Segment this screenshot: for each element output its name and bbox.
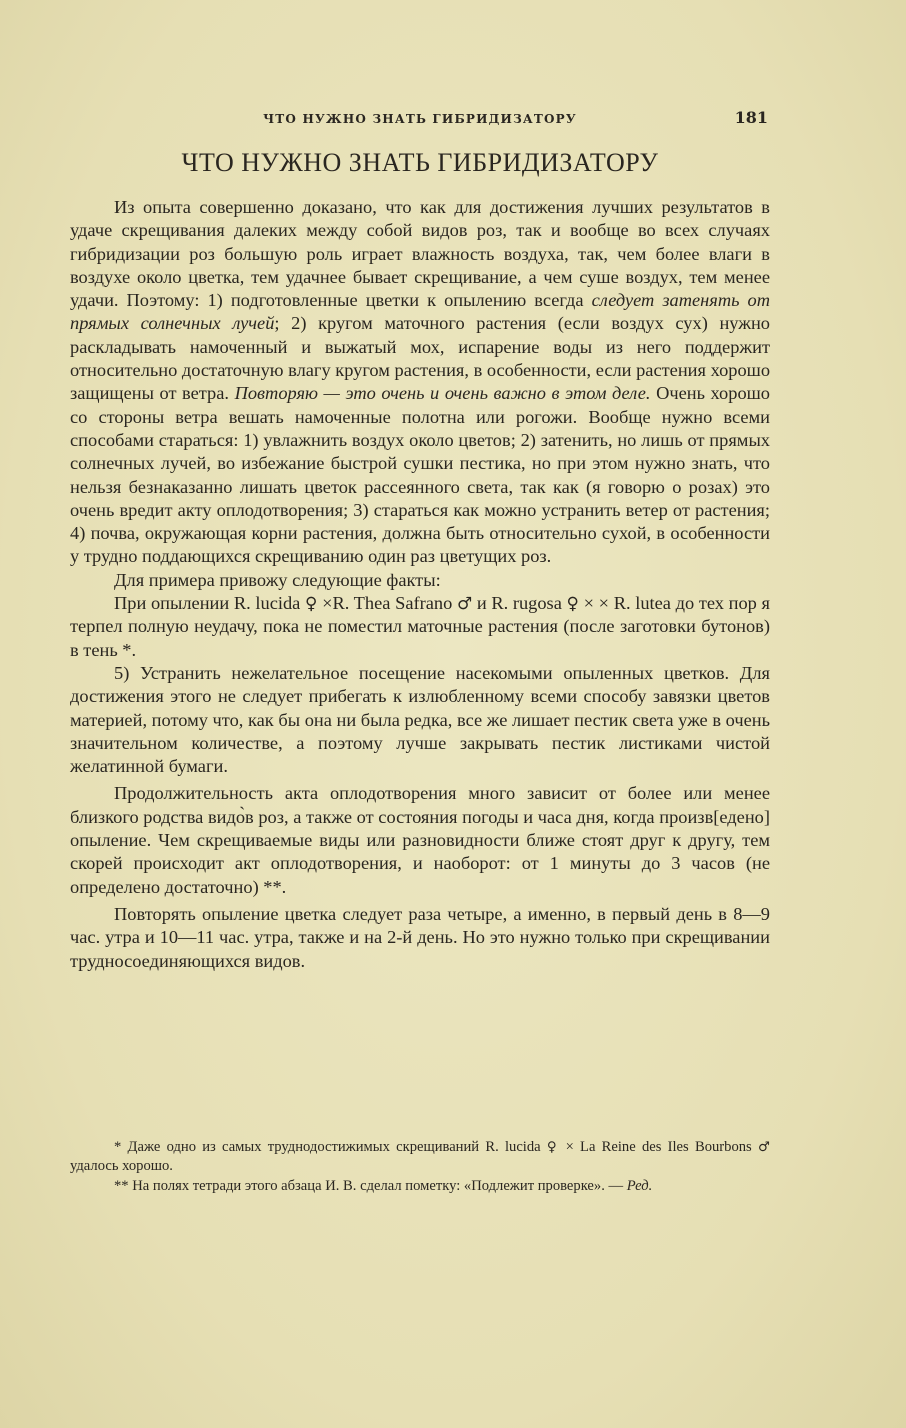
- paragraph: Повторять опыление цветка следует раза четыре, а именно, в первый день в 8—9 час. утра и 10—11 час. утра, также и на 2-й день. Но это нужно только при скрещивании трудносоединяющихся видов.: [70, 903, 770, 971]
- footnote: * Даже одно из самых труднодостижимых скрещиваний R. lucida ♀ × La Reine des Iles Bourbons ♂ удалось хорошо.: [70, 1139, 771, 1175]
- female-symbol-icon: ♀: [305, 593, 318, 614]
- italic-emphasis: следует затенять от прямых солнечных лучей: [70, 290, 770, 334]
- footnotes: [70, 1138, 770, 1196]
- paragraph: При опылении R. lucida ♀ ×R. Thea Safrano ♂ и R. rugosa ♀ × × R. lutea до тех пор я терпел полную неудачу, пока не поместил маточные растения (после заготовки бутонов) в тень *.: [70, 593, 770, 660]
- running-header: [70, 108, 770, 132]
- paragraph: Для примера привожу следующие факты:: [114, 569, 441, 590]
- male-symbol-icon: ♂: [456, 593, 473, 614]
- page-number: 181: [734, 108, 768, 127]
- running-title: ЧТО НУЖНО ЗНАТЬ ГИБРИДИЗАТОРУ: [263, 112, 577, 126]
- chapter-title: ЧТО НУЖНО ЗНАТЬ ГИБРИДИЗАТОРУ: [181, 148, 659, 177]
- female-symbol-icon: ♀: [546, 1140, 560, 1155]
- paragraph: Продолжительность акта оплодотворения много зависит от более или менее близкого родства видо̀в роз, а также от состояния погоды и часа дня, когда произв[едено] опыление. Чем скрещиваемые виды или разновидности ближе стоят друг к другу, тем скорей происходит акт оплодотворения, и наоборот: от 1 минуты до 3 часов (не определено достаточно) **.: [70, 783, 770, 897]
- italic-emphasis: Повторяю — это очень и очень важно в этом деле.: [234, 383, 651, 404]
- paragraph: 5) Устранить нежелательное посещение насекомыми опыленных цветков. Для достижения этого не следует прибегать к излюбленному всеми способу завязки цветов материей, потому что, как бы она ни была редка, все же лишает пестик света уже в очень значительном количестве, а поэтому лучше закрывать пестик листиками чистой желатинной бумаги.: [70, 662, 770, 777]
- paragraph: Из опыта совершенно доказано, что как для достижения лучших результатов в удаче скрещивания далеких между собой видов роз, так и вообще во всех случаях гибридизации роз большую роль играет влажность воздуха, так, чем более влаги в воздухе около цветка, тем удачнее бывает скрещивание, а чем суше воздух, тем менее удачи. Поэтому: 1) подготовленные цветки к опылению всегда следует затенять от прямых солнечных лучей; 2) кругом маточного растения (если воздух сух) нужно раскладывать намоченный и выжатый мох, испарение воды из него поддержит относительно достаточную влагу кругом растения, в особенности, если растения хорошо защищены от ветра. Повторяю — это очень и очень важно в этом деле. Очень хорошо со стороны ветра вешать намоченные полотна или рогожи. Вообще нужно всеми способами стараться: 1) увлажнить воздух около цветов; 2) затенить, но лишь от прямых солнечных лучей, во избежание быстрой сушки пестика, но при этом нужно знать, что нельзя безнаказанно лишать цветок рассеянного света, так как (я говорю о розах) это очень вредит акту оплодотворения; 3) стараться как можно устранить ветер от растения; 4) почва, окружающая корни растения, должна быть относительно сухой, в особенности у трудно поддающихся скрещиванию один раз цветущих роз.: [70, 197, 771, 567]
- body-text: [70, 196, 770, 973]
- editor-mark: Ред.: [626, 1177, 653, 1194]
- female-symbol-icon: ♀: [566, 593, 579, 614]
- footnote: ** На полях тетради этого абзаца И. В. сделал пометку: «Подлежит проверке». — Ред.: [114, 1177, 653, 1194]
- male-symbol-icon: ♂: [757, 1140, 771, 1155]
